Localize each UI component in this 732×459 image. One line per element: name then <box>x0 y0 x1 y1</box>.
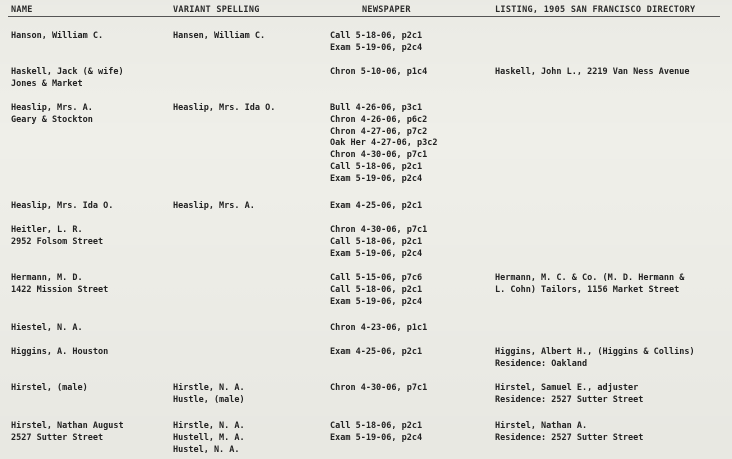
newspaper-cell <box>330 225 485 260</box>
name-cell-line: Heaslip, Mrs. Ida O. <box>11 201 114 211</box>
newspaper-cell-line: Exam 5-19-06, p2c4 <box>330 296 423 307</box>
listing-cell-line: Residence: 2527 Sutter Street <box>495 394 644 405</box>
listing-cell-line: Hermann, M. C. & Co. (M. D. Hermann & <box>495 273 685 283</box>
newspaper-cell-line: Chron 5-10-06, p1c4 <box>330 67 428 77</box>
variant-cell-line: Hustle, (male) <box>173 394 245 405</box>
variant-cell-line: Hustell, M. A. <box>173 432 245 443</box>
header-newspaper: NEWSPAPER <box>362 5 411 15</box>
newspaper-cell <box>330 103 485 186</box>
newspaper-cell-line: Call 5-18-06, p2c1 <box>330 161 423 172</box>
variant-cell-line: Hirstle, N. A. <box>173 421 245 431</box>
listing-cell-line: Higgins, Albert H., (Higgins & Collins) <box>495 347 695 357</box>
newspaper-cell-line: Call 5-18-06, p2c1 <box>330 284 423 295</box>
variant-cell <box>173 383 323 407</box>
name-cell-line: Hermann, M. D. <box>11 273 83 283</box>
listing-cell-line: Hirstel, Samuel E., adjuster <box>495 383 639 393</box>
newspaper-cell-line: Exam 5-19-06, p2c4 <box>330 42 423 53</box>
newspaper-cell-line: Chron 4-23-06, p1c1 <box>330 323 428 333</box>
name-cell-line: 2952 Folsom Street <box>11 236 104 247</box>
newspaper-cell <box>330 201 485 213</box>
name-cell-line: 2527 Sutter Street <box>11 432 104 443</box>
newspaper-cell <box>330 347 485 359</box>
newspaper-cell <box>330 273 485 308</box>
newspaper-cell-line: Call 5-18-06, p2c1 <box>330 421 423 431</box>
newspaper-cell-line: Chron 4-26-06, p6c2 <box>330 114 428 125</box>
newspaper-cell-line: Bull 4-26-06, p3c1 <box>330 103 423 113</box>
name-cell <box>11 103 161 127</box>
header-rule <box>8 16 720 17</box>
newspaper-cell <box>330 323 485 335</box>
newspaper-cell-line: Exam 5-19-06, p2c4 <box>330 248 423 259</box>
variant-cell-line: Hansen, William C. <box>173 31 266 41</box>
header-listing: LISTING, 1905 SAN FRANCISCO DIRECTORY <box>495 5 696 15</box>
name-cell-line: Jones & Market <box>11 78 83 89</box>
newspaper-cell-line: Chron 4-27-06, p7c2 <box>330 126 428 137</box>
newspaper-cell-line: Oak Her 4-27-06, p3c2 <box>330 138 438 149</box>
header-name: NAME <box>11 5 33 15</box>
newspaper-cell-line: Chron 4-30-06, p7c1 <box>330 383 428 393</box>
name-cell-line: Hirstel, Nathan August <box>11 421 124 431</box>
newspaper-cell-line: Call 5-15-06, p7c6 <box>330 273 423 283</box>
variant-cell-line: Heaslip, Mrs. A. <box>173 201 255 211</box>
listing-cell <box>495 421 730 445</box>
listing-cell-line: L. Cohn) Tailors, 1156 Market Street <box>495 284 680 295</box>
name-cell <box>11 273 161 297</box>
name-cell <box>11 347 161 359</box>
variant-cell <box>173 103 323 115</box>
newspaper-cell-line: Exam 5-19-06, p2c4 <box>330 432 423 443</box>
newspaper-cell-line: Exam 4-25-06, p2c1 <box>330 201 423 211</box>
listing-cell-line: Hirstel, Nathan A. <box>495 421 588 431</box>
name-cell-line: Geary & Stockton <box>11 114 93 125</box>
newspaper-cell <box>330 67 485 79</box>
name-cell-line: Higgins, A. Houston <box>11 347 109 357</box>
newspaper-cell-line: Exam 4-25-06, p2c1 <box>330 347 423 357</box>
name-cell-line: 1422 Mission Street <box>11 284 109 295</box>
newspaper-cell <box>330 383 485 395</box>
variant-cell-line: Heaslip, Mrs. Ida O. <box>173 103 276 113</box>
variant-cell-line: Hustel, N. A. <box>173 444 240 455</box>
name-cell-line: Hanson, William C. <box>11 31 104 41</box>
name-cell <box>11 323 161 335</box>
name-cell <box>11 421 161 445</box>
listing-cell-line: Residence: Oakland <box>495 358 588 369</box>
name-cell-line: Haskell, Jack (& wife) <box>11 67 124 77</box>
listing-cell <box>495 273 730 297</box>
variant-cell <box>173 31 323 43</box>
newspaper-cell-line: Chron 4-30-06, p7c1 <box>330 150 428 161</box>
newspaper-cell <box>330 421 485 445</box>
name-cell-line: Heitler, L. R. <box>11 225 83 235</box>
name-cell-line: Heaslip, Mrs. A. <box>11 103 93 113</box>
name-cell <box>11 31 161 43</box>
newspaper-cell <box>330 31 485 55</box>
name-cell <box>11 201 161 213</box>
header-variant-spelling: VARIANT SPELLING <box>173 5 260 15</box>
name-cell <box>11 383 161 395</box>
newspaper-cell-line: Call 5-18-06, p2c1 <box>330 31 423 41</box>
name-cell-line: Hiestel, N. A. <box>11 323 83 333</box>
listing-cell <box>495 383 730 407</box>
name-cell-line: Hirstel, (male) <box>11 383 88 393</box>
variant-cell <box>173 201 323 213</box>
name-cell <box>11 225 161 249</box>
listing-cell-line: Residence: 2527 Sutter Street <box>495 432 644 443</box>
name-cell <box>11 67 161 91</box>
variant-cell <box>173 421 323 456</box>
newspaper-cell-line: Chron 4-30-06, p7c1 <box>330 225 428 235</box>
newspaper-cell-line: Call 5-18-06, p2c1 <box>330 236 423 247</box>
newspaper-cell-line: Exam 5-19-06, p2c4 <box>330 173 423 184</box>
variant-cell-line: Hirstle, N. A. <box>173 383 245 393</box>
listing-cell <box>495 67 730 79</box>
listing-cell <box>495 347 730 371</box>
listing-cell-line: Haskell, John L., 2219 Van Ness Avenue <box>495 67 690 77</box>
